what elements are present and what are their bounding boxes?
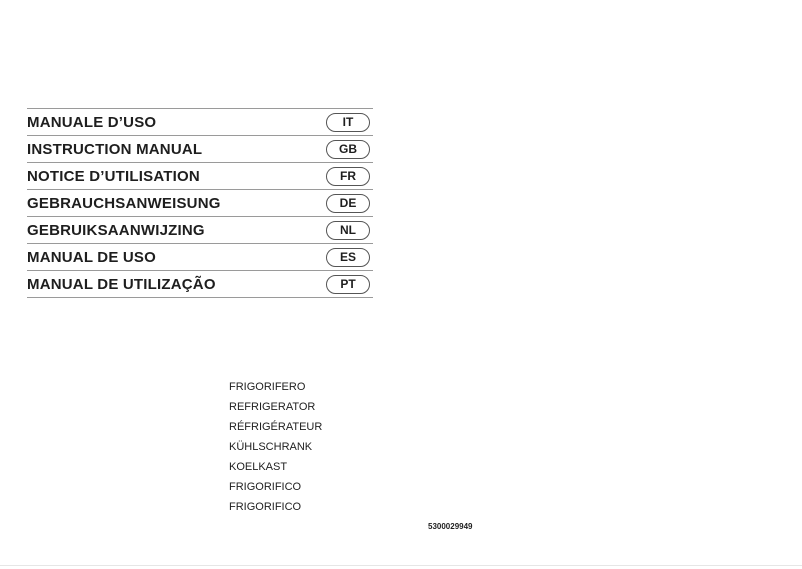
manual-row-nl <box>27 217 373 244</box>
product-name-gb: REFRIGERATOR <box>229 401 316 413</box>
manual-title: MANUAL DE USO <box>27 248 156 266</box>
manual-row-pt <box>27 271 373 298</box>
product-name-pt: FRIGORIFICO <box>229 501 302 513</box>
document-code: 5300029949 <box>428 522 473 531</box>
language-badge-nl: NL <box>326 221 370 240</box>
language-badge-it: IT <box>326 113 370 132</box>
product-name-de: KÜHLSCHRANK <box>229 441 313 453</box>
manual-language-list <box>27 108 373 298</box>
language-badge-es: ES <box>326 248 370 267</box>
product-name-it: FRIGORIFERO <box>229 381 306 393</box>
manual-row-gb <box>27 136 373 163</box>
manual-title: INSTRUCTION MANUAL <box>27 140 203 158</box>
language-badge-fr: FR <box>326 167 370 186</box>
manual-title: NOTICE D’UTILISATION <box>27 167 200 185</box>
manual-row-it <box>27 109 373 136</box>
manual-row-es <box>27 244 373 271</box>
manual-title: MANUALE D’USO <box>27 113 157 131</box>
language-badge-gb: GB <box>326 140 370 159</box>
manual-title: GEBRUIKSAANWIJZING <box>27 221 205 239</box>
manual-title: MANUAL DE UTILIZAÇÃO <box>27 275 216 293</box>
language-badge-de: DE <box>326 194 370 213</box>
product-name-list <box>229 379 322 519</box>
bottom-divider <box>0 565 802 566</box>
product-name-nl: KOELKAST <box>229 461 288 473</box>
manual-row-de <box>27 190 373 217</box>
product-name-fr: RÉFRIGÉRATEUR <box>229 421 323 433</box>
language-badge-pt: PT <box>326 275 370 294</box>
product-name-es: FRIGORIFICO <box>229 481 302 493</box>
manual-row-fr <box>27 163 373 190</box>
manual-title: GEBRAUCHSANWEISUNG <box>27 194 221 212</box>
